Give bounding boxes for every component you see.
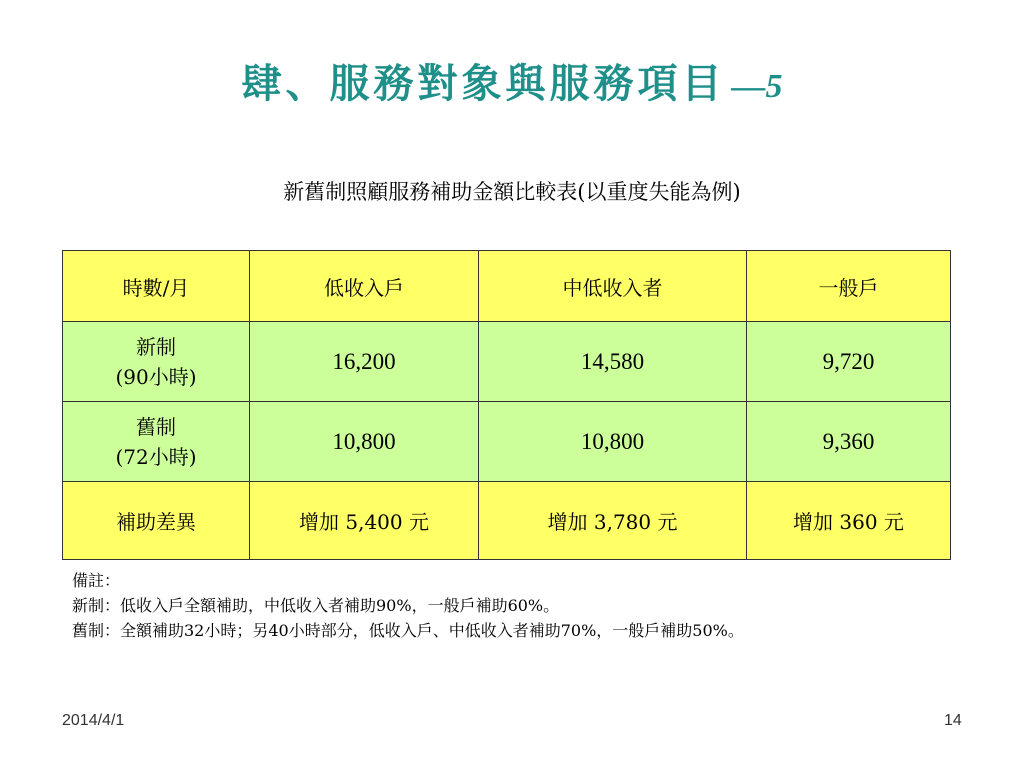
header-low-income: 低收入戶 (250, 251, 479, 322)
cell-new-low-income: 16,200 (250, 322, 479, 402)
cell-old-general: 9,360 (747, 402, 951, 482)
comparison-table (62, 250, 951, 560)
table-row (63, 482, 951, 560)
table-row (63, 322, 951, 402)
page-number: 14 (944, 712, 962, 729)
table-caption: 新舊制照顧服務補助金額比較表(以重度失能為例) (283, 180, 741, 204)
table-row (63, 402, 951, 482)
slide-title (0, 52, 1024, 109)
row-label-line2: (90小時) (115, 364, 197, 389)
cell-old-mid-low-income: 10,800 (479, 402, 747, 482)
cell-new-general: 9,720 (747, 322, 951, 402)
row-label-new-system (63, 322, 250, 402)
row-label-line1: 舊制 (136, 414, 176, 439)
cell-old-low-income: 10,800 (250, 402, 479, 482)
header-mid-low-income: 中低收入者 (479, 251, 747, 322)
notes-block (72, 568, 932, 643)
cell-new-mid-low-income: 14,580 (479, 322, 747, 402)
notes-line-old: 舊制：全額補助32小時；另40小時部分，低收入戶、中低收入者補助70%，一般戶補助50%。 (72, 621, 744, 640)
row-label-line1: 新制 (136, 334, 176, 359)
slide-title-main: 肆、服務對象與服務項目 (241, 60, 726, 107)
cell-diff-general: 增加 360 元 (747, 482, 951, 560)
cell-diff-low-income: 增加 5,400 元 (250, 482, 479, 560)
notes-heading: 備註： (72, 571, 121, 590)
header-general-household: 一般戶 (747, 251, 951, 322)
cell-diff-mid-low-income: 增加 3,780 元 (479, 482, 747, 560)
header-hours-per-month: 時數/月 (63, 251, 250, 322)
notes-line-new: 新制：低收入戶全額補助，中低收入者補助90%，一般戶補助60%。 (72, 596, 560, 615)
table-header-row (63, 251, 951, 322)
row-label-line2: (72小時) (115, 444, 197, 469)
slide-title-suffix: —5 (731, 68, 783, 105)
row-label-difference: 補助差異 (63, 482, 250, 560)
footer-date: 2014/4/1 (62, 712, 125, 729)
row-label-old-system (63, 402, 250, 482)
